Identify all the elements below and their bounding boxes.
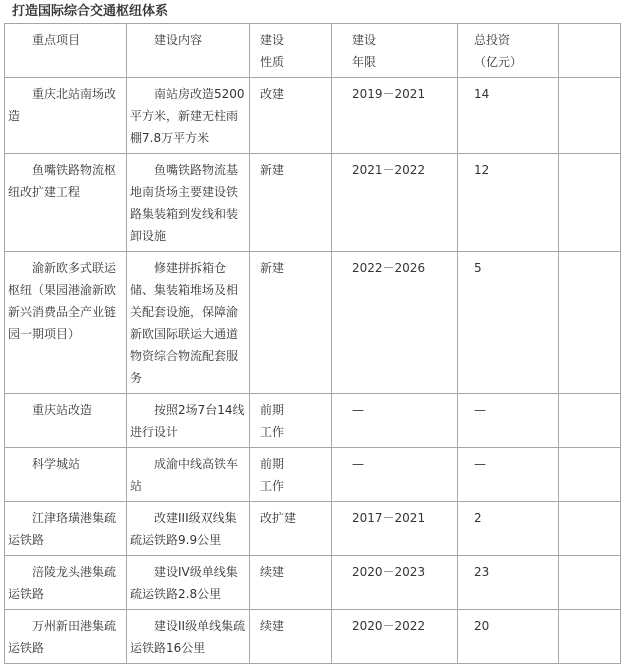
cell-item: 渝新欧多式联运枢纽（果园港渝新欧新兴消费品全产业链园一期项目）	[5, 252, 127, 394]
cell-content: 按照2场7台14线进行设计	[127, 394, 250, 448]
cell-nature: 新建	[250, 154, 332, 252]
table-row	[5, 252, 621, 394]
cell-nature: 改建	[250, 78, 332, 154]
cell-item: 江津珞璜港集疏运铁路	[5, 502, 127, 556]
cell-period: 2021－2022	[332, 154, 458, 252]
cell-empty	[559, 154, 621, 252]
table-row	[5, 154, 621, 252]
header-row	[5, 24, 621, 78]
cell-content: 建设II级单线集疏运铁路16公里	[127, 610, 250, 664]
cell-invest: 12	[458, 154, 559, 252]
cell-invest: 23	[458, 556, 559, 610]
header-item: 重点项目	[5, 24, 127, 78]
cell-content: 改建III级双线集疏运铁路9.9公里	[127, 502, 250, 556]
header-empty	[559, 24, 621, 78]
cell-invest: 2	[458, 502, 559, 556]
header-period: 建设 年限	[332, 24, 458, 78]
cell-item: 重庆北站南场改造	[5, 78, 127, 154]
cell-empty	[559, 448, 621, 502]
cell-item: 鱼嘴铁路物流枢纽改扩建工程	[5, 154, 127, 252]
cell-content: 修建拼拆箱仓储、集装箱堆场及相关配套设施，保障渝新欧国际联运大通道物资综合物流配套服务	[127, 252, 250, 394]
cell-empty	[559, 394, 621, 448]
cell-invest: 5	[458, 252, 559, 394]
cell-item: 科学城站	[5, 448, 127, 502]
cell-content: 鱼嘴铁路物流基地南货场主要建设铁路集装箱到发线和装卸设施	[127, 154, 250, 252]
cell-nature: 前期 工作	[250, 394, 332, 448]
cell-nature: 前期 工作	[250, 448, 332, 502]
cell-nature: 续建	[250, 556, 332, 610]
table-row	[5, 78, 621, 154]
cell-content: 南站房改造5200平方米，新建无柱雨棚7.8万平方米	[127, 78, 250, 154]
cell-content: 成渝中线高铁车站	[127, 448, 250, 502]
cell-item: 万州新田港集疏运铁路	[5, 610, 127, 664]
cell-period: 2020－2023	[332, 556, 458, 610]
header-invest: 总投资 （亿元）	[458, 24, 559, 78]
cell-invest: 20	[458, 610, 559, 664]
cell-item: 涪陵龙头港集疏运铁路	[5, 556, 127, 610]
cell-nature: 改扩建	[250, 502, 332, 556]
projects-table	[4, 23, 621, 664]
cell-empty	[559, 502, 621, 556]
cell-period: —	[332, 394, 458, 448]
cell-invest: 14	[458, 78, 559, 154]
cell-period: 2022－2026	[332, 252, 458, 394]
table-row	[5, 394, 621, 448]
header-content: 建设内容	[127, 24, 250, 78]
header-nature: 建设 性质	[250, 24, 332, 78]
cell-period: —	[332, 448, 458, 502]
cell-invest: —	[458, 448, 559, 502]
table-row	[5, 610, 621, 664]
cell-invest: —	[458, 394, 559, 448]
cell-empty	[559, 252, 621, 394]
page-title: 打造国际综合交通枢纽体系	[12, 4, 169, 19]
cell-period: 2019－2021	[332, 78, 458, 154]
cell-item: 重庆站改造	[5, 394, 127, 448]
cell-empty	[559, 610, 621, 664]
table-row	[5, 556, 621, 610]
cell-nature: 新建	[250, 252, 332, 394]
cell-nature: 续建	[250, 610, 332, 664]
cell-empty	[559, 556, 621, 610]
table-row	[5, 448, 621, 502]
table-row	[5, 502, 621, 556]
cell-period: 2017－2021	[332, 502, 458, 556]
cell-empty	[559, 78, 621, 154]
cell-content: 建设IV级单线集疏运铁路2.8公里	[127, 556, 250, 610]
cell-period: 2020－2022	[332, 610, 458, 664]
